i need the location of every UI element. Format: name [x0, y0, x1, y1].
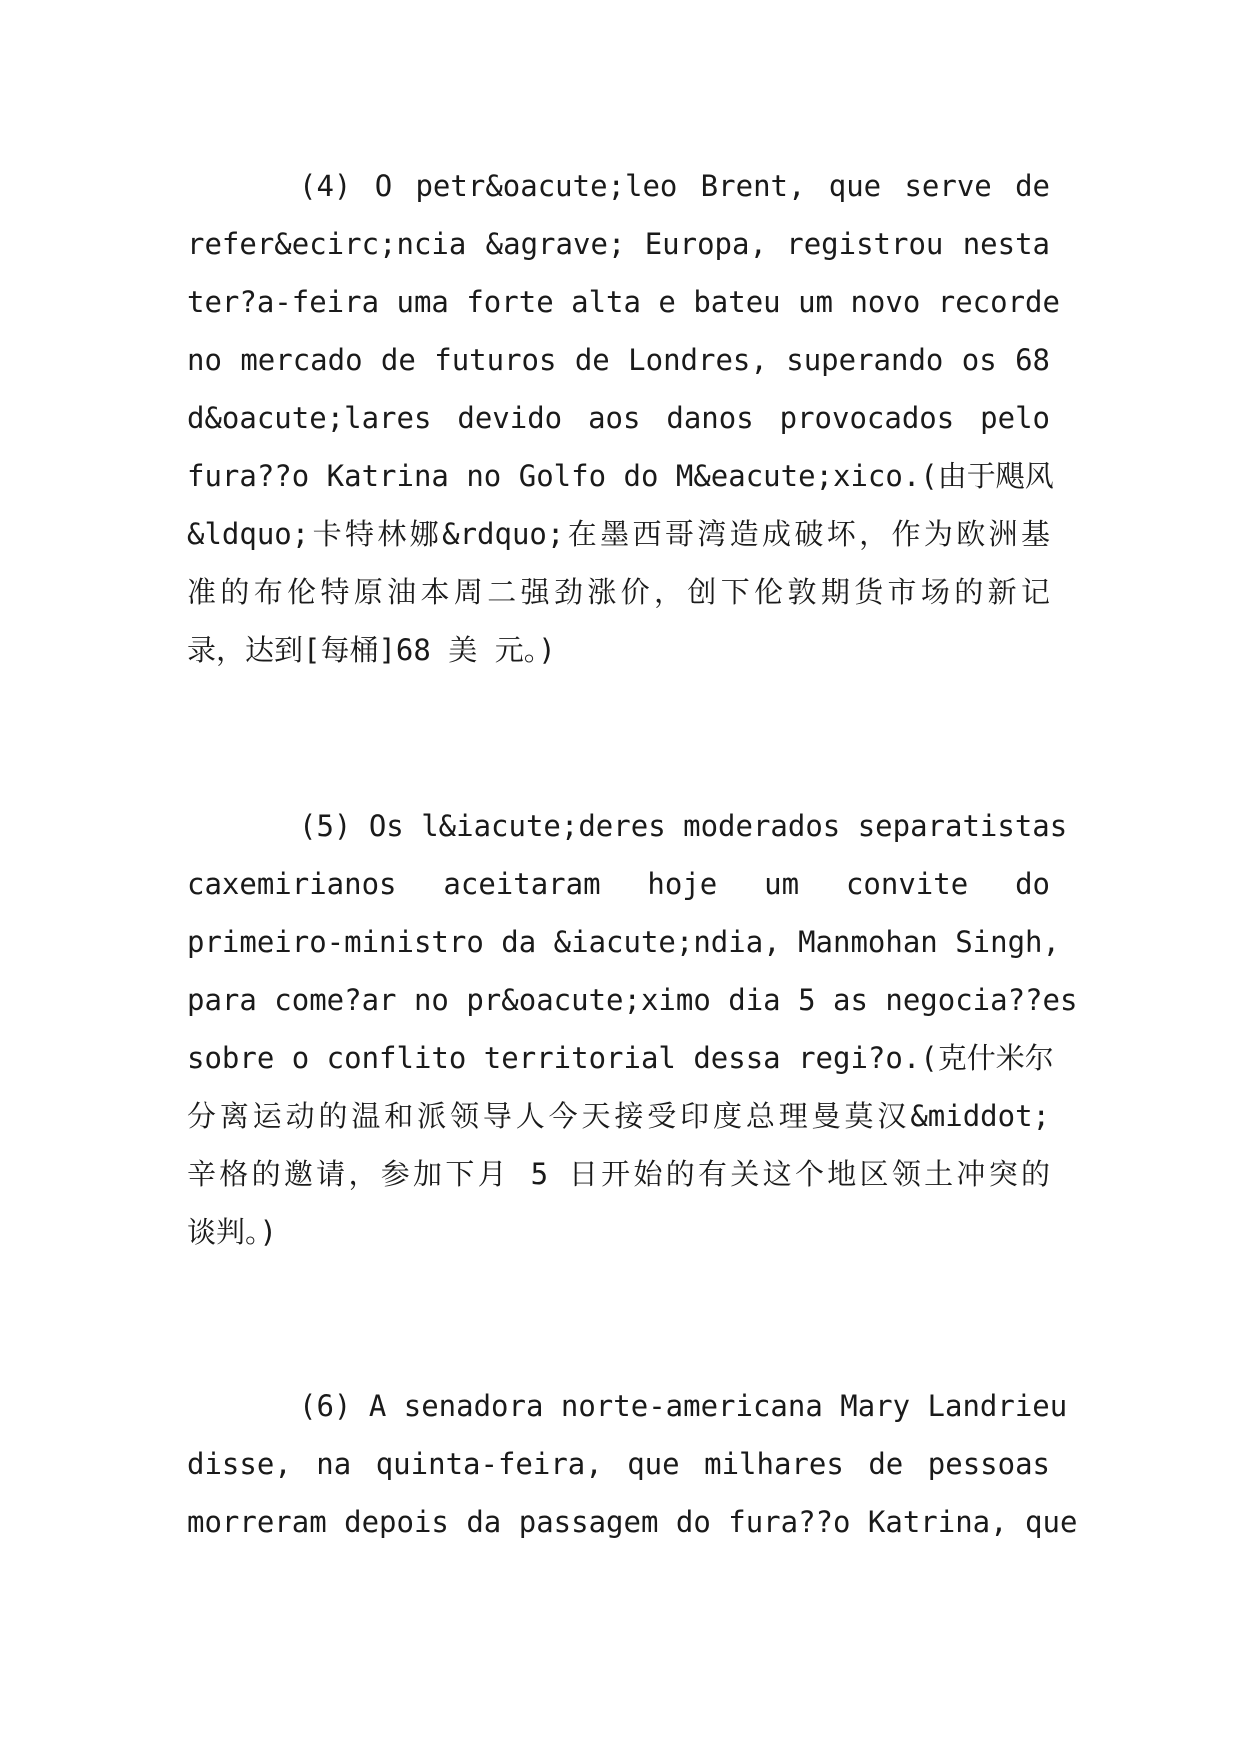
paragraph-6: [187, 1377, 1078, 1551]
paragraph-line: refer&ecirc;ncia &agrave; Europa, registrou nesta: [187, 227, 1050, 261]
paragraph-line: &ldquo;卡特林娜&rdquo;在墨西哥湾造成破坏，作为欧洲基: [187, 517, 1050, 551]
paragraph-5: [187, 797, 1078, 1261]
paragraph-line: (6) A senadora norte-americana Mary Landrieu: [299, 1389, 1068, 1423]
paragraph-line: caxemirianos aceitaram hoje um convite do: [187, 867, 1050, 901]
paragraph-line: fura??o Katrina no Golfo do M&eacute;xico.(由于飓风: [187, 459, 1054, 493]
paragraph-line: (5) Os l&iacute;deres moderados separatistas: [299, 809, 1068, 843]
paragraph-line: 谈判。): [187, 1215, 277, 1249]
paragraph-line: sobre o conflito territorial dessa regi?o.(克什米尔: [187, 1041, 1054, 1075]
paragraph-line: 分离运动的温和派领导人今天接受印度总理曼莫汉&middot;: [187, 1099, 1050, 1133]
paragraph-line: primeiro-ministro da &iacute;ndia, Manmohan Singh,: [187, 925, 1060, 959]
paragraph-line: para come?ar no pr&oacute;ximo dia 5 as negocia??es: [187, 983, 1078, 1017]
paragraph-line: no mercado de futuros de Londres, superando os 68: [187, 343, 1050, 377]
paragraph-line: d&oacute;lares devido aos danos provocados pelo: [187, 401, 1050, 435]
paragraph-line: 辛格的邀请，参加下月 5 日开始的有关这个地区领土冲突的: [187, 1157, 1050, 1191]
paragraph-line: ter?a-feira uma forte alta e bateu um novo recorde: [187, 285, 1060, 319]
paragraph-line: morreram depois da passagem do fura??o Katrina, que: [187, 1505, 1078, 1539]
paragraph-line: 录，达到[每桶]68 美 元。): [187, 633, 556, 667]
paragraph-4: [187, 157, 1060, 679]
paragraph-line: 准的布伦特原油本周二强劲涨价，创下伦敦期货市场的新记: [187, 575, 1050, 609]
paragraph-line: (4) O petr&oacute;leo Brent, que serve de: [299, 169, 1050, 203]
paragraph-line: disse, na quinta-feira, que milhares de pessoas: [187, 1447, 1050, 1481]
